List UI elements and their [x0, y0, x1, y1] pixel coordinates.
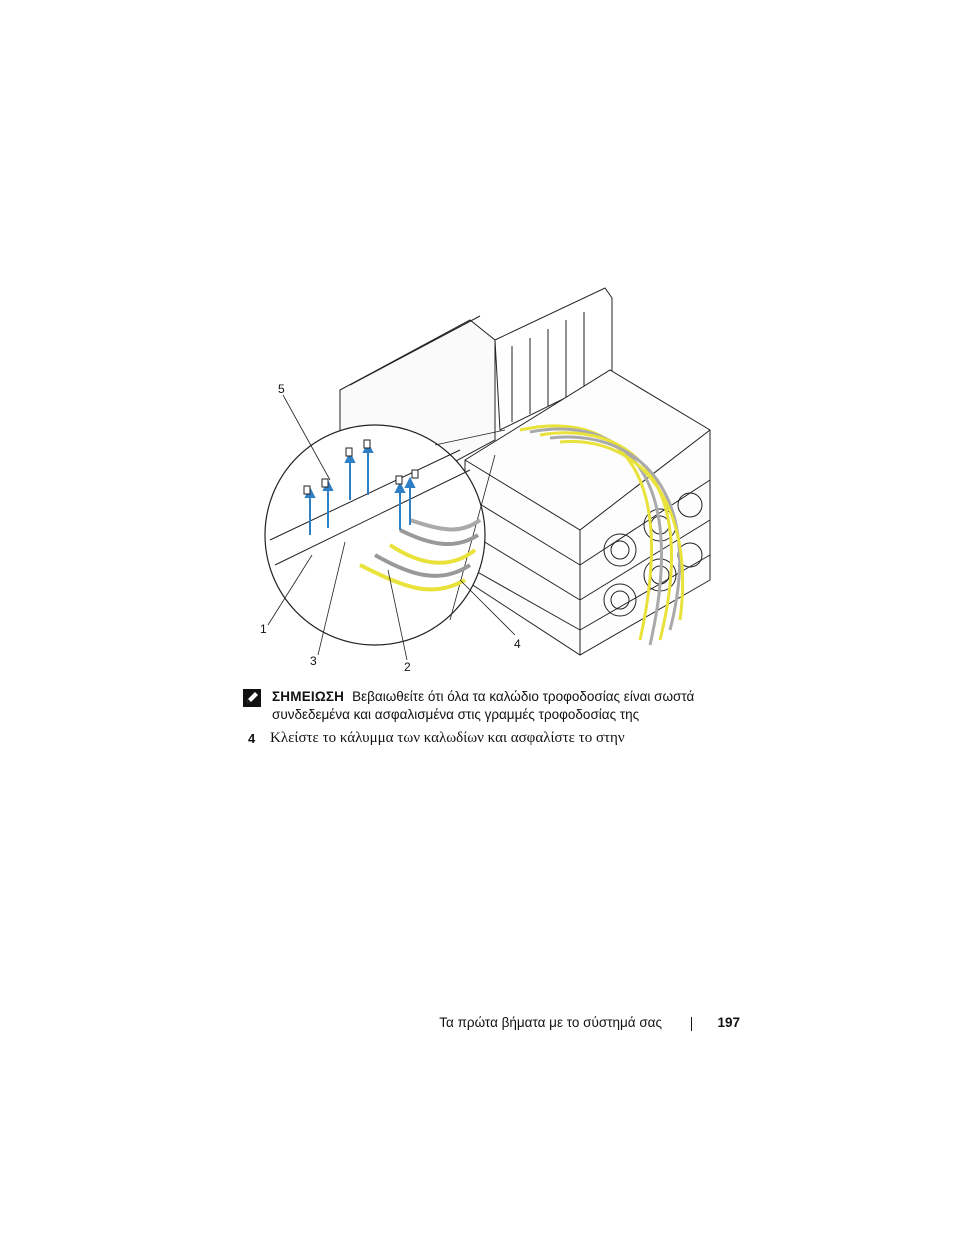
step-number: 4: [248, 731, 256, 746]
page-footer: [420, 1015, 750, 1035]
callout-5: 5: [278, 382, 285, 396]
callout-4: 4: [514, 637, 521, 651]
page-number: 197: [717, 1015, 740, 1030]
footer-title: Τα πρώτα βήματα με το σύστημά σας: [439, 1015, 662, 1030]
chassis-drawing: [250, 280, 730, 680]
step-text: Κλείστε το κάλυμμα των καλωδίων και ασφαλίστε το στην: [270, 730, 625, 746]
cable-cover-illustration: [250, 280, 730, 680]
note-text-block: [272, 688, 742, 724]
callout-3: 3: [310, 654, 317, 668]
note-label: ΣΗΜΕΙΩΣΗ: [272, 689, 345, 704]
note-body: Βεβαιωθείτε ότι όλα τα καλώδιο τροφοδοσίας είναι σωστά συνδεδεμένα και ασφαλισμένα στις γραμμές τροφοδοσίας της: [272, 689, 695, 722]
footer-separator: [691, 1017, 692, 1031]
callout-1: 1: [260, 622, 267, 636]
pencil-note-icon: [242, 688, 262, 708]
callout-2: 2: [404, 660, 411, 674]
